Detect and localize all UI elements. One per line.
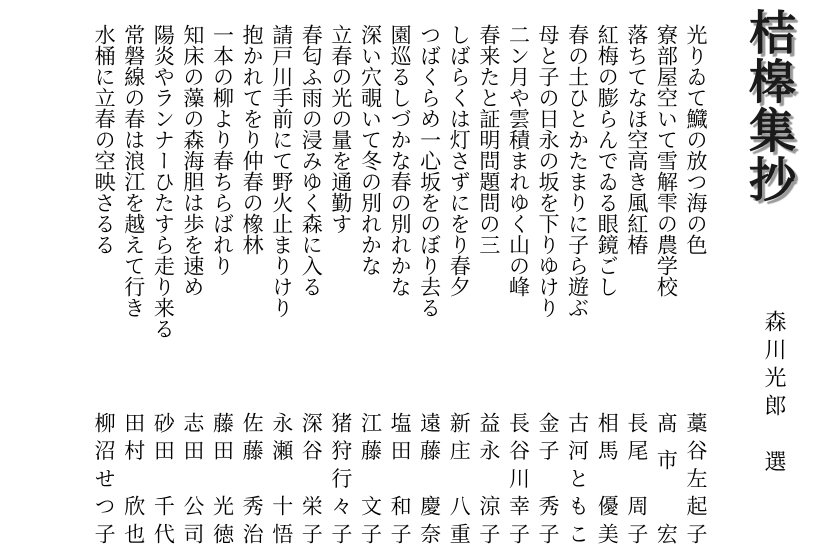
haiku-list xyxy=(45,24,710,339)
haiku-author: 新庄 八重 xyxy=(447,412,472,544)
haiku-author: 長尾 周子 xyxy=(624,412,649,544)
haiku-text: 紅梅の膨らんでゐる眼鏡ごし xyxy=(595,24,620,297)
haiku-author: 佐藤 秀治 xyxy=(240,412,265,544)
haiku-author: 砂田 千代 xyxy=(151,412,176,544)
haiku-text: 春の土ひとかたまりに子ら遊ぶ xyxy=(565,24,590,318)
haiku-text: 一本の柳より春ちらばれり xyxy=(210,24,235,276)
haiku-text: 二ン月や雲積まれゆく山の峰 xyxy=(506,24,531,297)
haiku-author: 相馬 優美 xyxy=(595,412,620,544)
haiku-author: 柳沼せつ子 xyxy=(92,412,117,544)
author-list xyxy=(45,412,710,544)
haiku-author: 志田 公司 xyxy=(180,412,205,544)
haiku-author: 藤田 光徳 xyxy=(210,412,235,544)
haiku-author: 長谷川幸子 xyxy=(506,412,531,544)
haiku-author: 遠藤 慶奈 xyxy=(417,412,442,544)
haiku-text: 寮部屋空いて雪解雫の農学校 xyxy=(654,24,679,297)
haiku-author: 江藤 文子 xyxy=(358,412,383,544)
haiku-author: 髙市 宏 xyxy=(654,412,679,544)
haiku-text: 立春の光の量を通勤す xyxy=(328,24,353,234)
selector-name: 森川光郎 選 xyxy=(761,310,786,478)
haiku-author: 藁谷左起子 xyxy=(684,412,708,544)
haiku-text: 請戸川手前にて野火止まりけり xyxy=(269,24,294,318)
haiku-author: 金子 秀子 xyxy=(536,412,561,544)
haiku-text: 知床の藻の森海胆は歩を速め xyxy=(180,24,205,297)
haiku-text: 常磐線の春は浪江を越えて行き xyxy=(121,24,146,318)
haiku-text: 抱かれてをり仲春の橡林 xyxy=(240,24,265,255)
haiku-text: 光りゐて鱵の放つ海の色 xyxy=(684,24,708,255)
haiku-author: 深谷 栄子 xyxy=(299,412,324,544)
haiku-text: 春匂ふ雨の浸みゆく森に入る xyxy=(299,24,324,297)
haiku-author: 永瀬 十悟 xyxy=(269,412,294,544)
haiku-text: 深い穴覗いて冬の別れかな xyxy=(358,24,383,276)
haiku-text: 母と子の日永の坂を下りゆけり xyxy=(536,24,561,318)
haiku-text: 春来たと証明問題問の三 xyxy=(476,24,501,255)
haiku-text: しばらくは灯さずにをり春夕 xyxy=(447,24,472,297)
haiku-text: 陽炎やランナーひたすら走り来る xyxy=(151,24,176,339)
haiku-author: 田村 欣也 xyxy=(121,412,146,544)
column-title: 桔槔集抄 xyxy=(741,8,796,204)
haiku-author: 益永 涼子 xyxy=(476,412,501,544)
haiku-author: 古河ともこ xyxy=(565,412,590,544)
haiku-text: 園巡るしづかな春の別れかな xyxy=(388,24,413,297)
haiku-text: つばくらめ一心坂をのぼり去る xyxy=(417,24,442,318)
haiku-author: 塩田 和子 xyxy=(388,412,413,544)
haiku-text: 落ちてなほ空高き風紅椿 xyxy=(624,24,649,255)
haiku-text: 水桶に立春の空映さるる xyxy=(92,24,117,255)
haiku-author: 猪狩行々子 xyxy=(328,412,353,544)
